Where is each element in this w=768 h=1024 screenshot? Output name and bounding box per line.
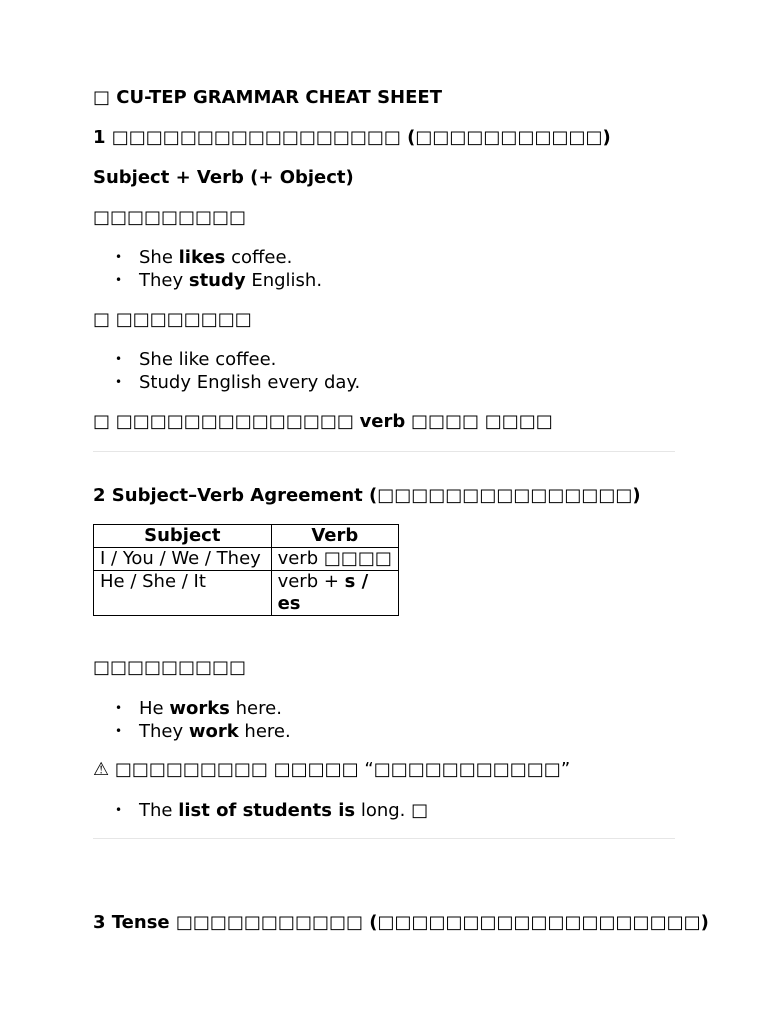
table-header-row <box>94 525 399 548</box>
subject-cell: He / She / It <box>94 571 272 616</box>
verb-cell: verb □□□□ <box>271 548 398 571</box>
warning-note: ⚠ □□□□□□□□□ □□□□□ “□□□□□□□□□□□” <box>93 759 571 780</box>
tip-icon: □ <box>93 411 111 432</box>
correct-label: □□□□□□□□□ <box>93 207 247 228</box>
warning-examples-list <box>93 799 428 822</box>
divider <box>93 838 675 839</box>
title-text: CU-TEP GRAMMAR CHEAT SHEET <box>116 87 442 108</box>
list-item: • She like coffee. <box>93 348 360 371</box>
correct-examples-list <box>93 246 322 292</box>
section-2-heading: 2 Subject–Verb Agreement (□□□□□□□□□□□□□□□) <box>93 485 641 506</box>
subject-cell: I / You / We / They <box>94 548 272 571</box>
divider <box>93 451 675 452</box>
example-label: □□□□□□□□□ <box>93 657 247 678</box>
list-item: • The list of students is long. □ <box>93 799 428 822</box>
title-icon: □ <box>93 87 111 108</box>
list-item: • She likes coffee. <box>93 246 322 269</box>
warning-icon: ⚠ <box>93 759 110 780</box>
table-row <box>94 571 399 616</box>
section-1-heading: 1 □□□□□□□□□□□□□□□□□ (□□□□□□□□□□□) <box>93 127 611 148</box>
doc-title <box>93 87 442 109</box>
verb-tip: □ □□□□□□□□□□□□□□ verb □□□□ □□□□ <box>93 411 553 432</box>
section-3-heading: 3 Tense □□□□□□□□□□□ (□□□□□□□□□□□□□□□□□□□) <box>93 912 709 933</box>
wrong-icon: □ <box>93 309 111 330</box>
agreement-examples-list <box>93 697 291 743</box>
agreement-table <box>93 524 399 616</box>
verb-cell: verb + s / es <box>271 571 398 616</box>
check-icon: □ <box>405 800 429 821</box>
wrong-label: □ □□□□□□□□ <box>93 309 252 330</box>
list-item: • They study English. <box>93 269 322 292</box>
list-item: • They work here. <box>93 720 291 743</box>
column-header-subject: Subject <box>94 525 272 548</box>
wrong-examples-list <box>93 348 360 394</box>
list-item: • Study English every day. <box>93 371 360 394</box>
table-row <box>94 548 399 571</box>
sentence-formula: Subject + Verb (+ Object) <box>93 167 354 188</box>
column-header-verb: Verb <box>271 525 398 548</box>
list-item: • He works here. <box>93 697 291 720</box>
